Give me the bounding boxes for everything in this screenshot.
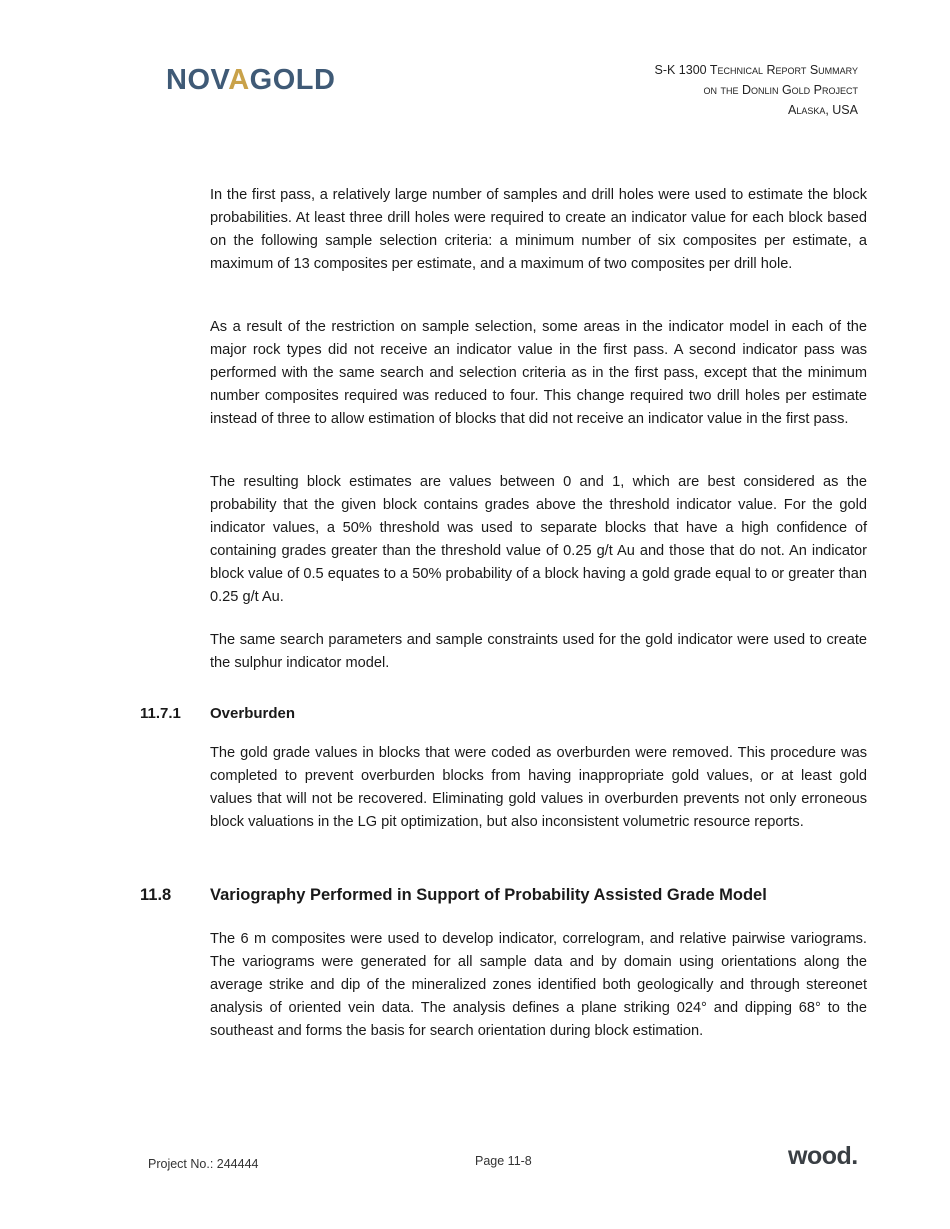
wood-logo: wood. (788, 1142, 858, 1170)
paragraph: The resulting block estimates are values between 0 and 1, which are best considered as the probability that the given block contains grades above the threshold indicator value. For the gold indicator values, a 50% threshold was used to separate blocks that have a high confidence of containing grades greater than the threshold value of 0.25 g/t Au and those that do not. An indicator block value of 0.5 equates to a 50% probability of a block having a gold grade equal to or greater than 0.25 g/t Au. (210, 474, 867, 605)
paragraph: The 6 m composites were used to develop indicator, correlogram, and relative pairwise variograms. The variograms were generated for all sample data and by domain using orientations along the average strike and dip of the mineralized zones identified both geologically and through stereonet analysis of oriented vein data. The analysis defines a plane striking 024° and dipping 68° to the southeast and forms the basis for search orientation during block estimation. (210, 931, 867, 1039)
header-line-2: on the Donlin Gold Project (703, 83, 858, 97)
paragraph: The gold grade values in blocks that were coded as overburden were removed. This procedure was completed to prevent overburden blocks from having inappropriate gold values, or at least gold values that will not be recovered. Eliminating gold values in overburden prevents not only erroneous block valuations in the LG pit optimization, but also inconsistent volumetric resource reports. (210, 745, 867, 830)
paragraph: In the first pass, a relatively large number of samples and drill holes were used to estimate the block probabilities. At least three drill holes were required to create an indicator value for each block based on the following sample selection criteria: a minimum number of six composites per estimate, a maximum of 13 composites per estimate, and a maximum of two composites per drill hole. (210, 187, 867, 272)
header-line-3: Alaska, USA (787, 103, 858, 117)
report-header (655, 60, 859, 120)
project-number: Project No.: 244444 (148, 1157, 259, 1171)
paragraph: The same search parameters and sample constraints used for the gold indicator were used to create the sulphur indicator model. (210, 632, 867, 671)
section-number: 11.7.1 (140, 705, 181, 722)
paragraph: As a result of the restriction on sample selection, some areas in the indicator model in each of the major rock types did not receive an indicator value in the first pass. A second indicator pass was performed with the same search and selection criteria as in the first pass, except that the minimum number composites required was reduced to four. This change required two drill holes per estimate instead of three to allow estimation of blocks that did not receive an indicator value in the first pass. (210, 319, 867, 427)
page-number: Page 11-8 (475, 1154, 532, 1168)
header-line-1: S-K 1300 Technical Report Summary (654, 63, 858, 77)
section-title: Variography Performed in Support of Probability Assisted Grade Model (210, 886, 767, 904)
novagold-logo: NOVAGOLD (166, 64, 336, 96)
section-title: Overburden (210, 705, 296, 722)
section-number: 11.8 (140, 886, 172, 904)
